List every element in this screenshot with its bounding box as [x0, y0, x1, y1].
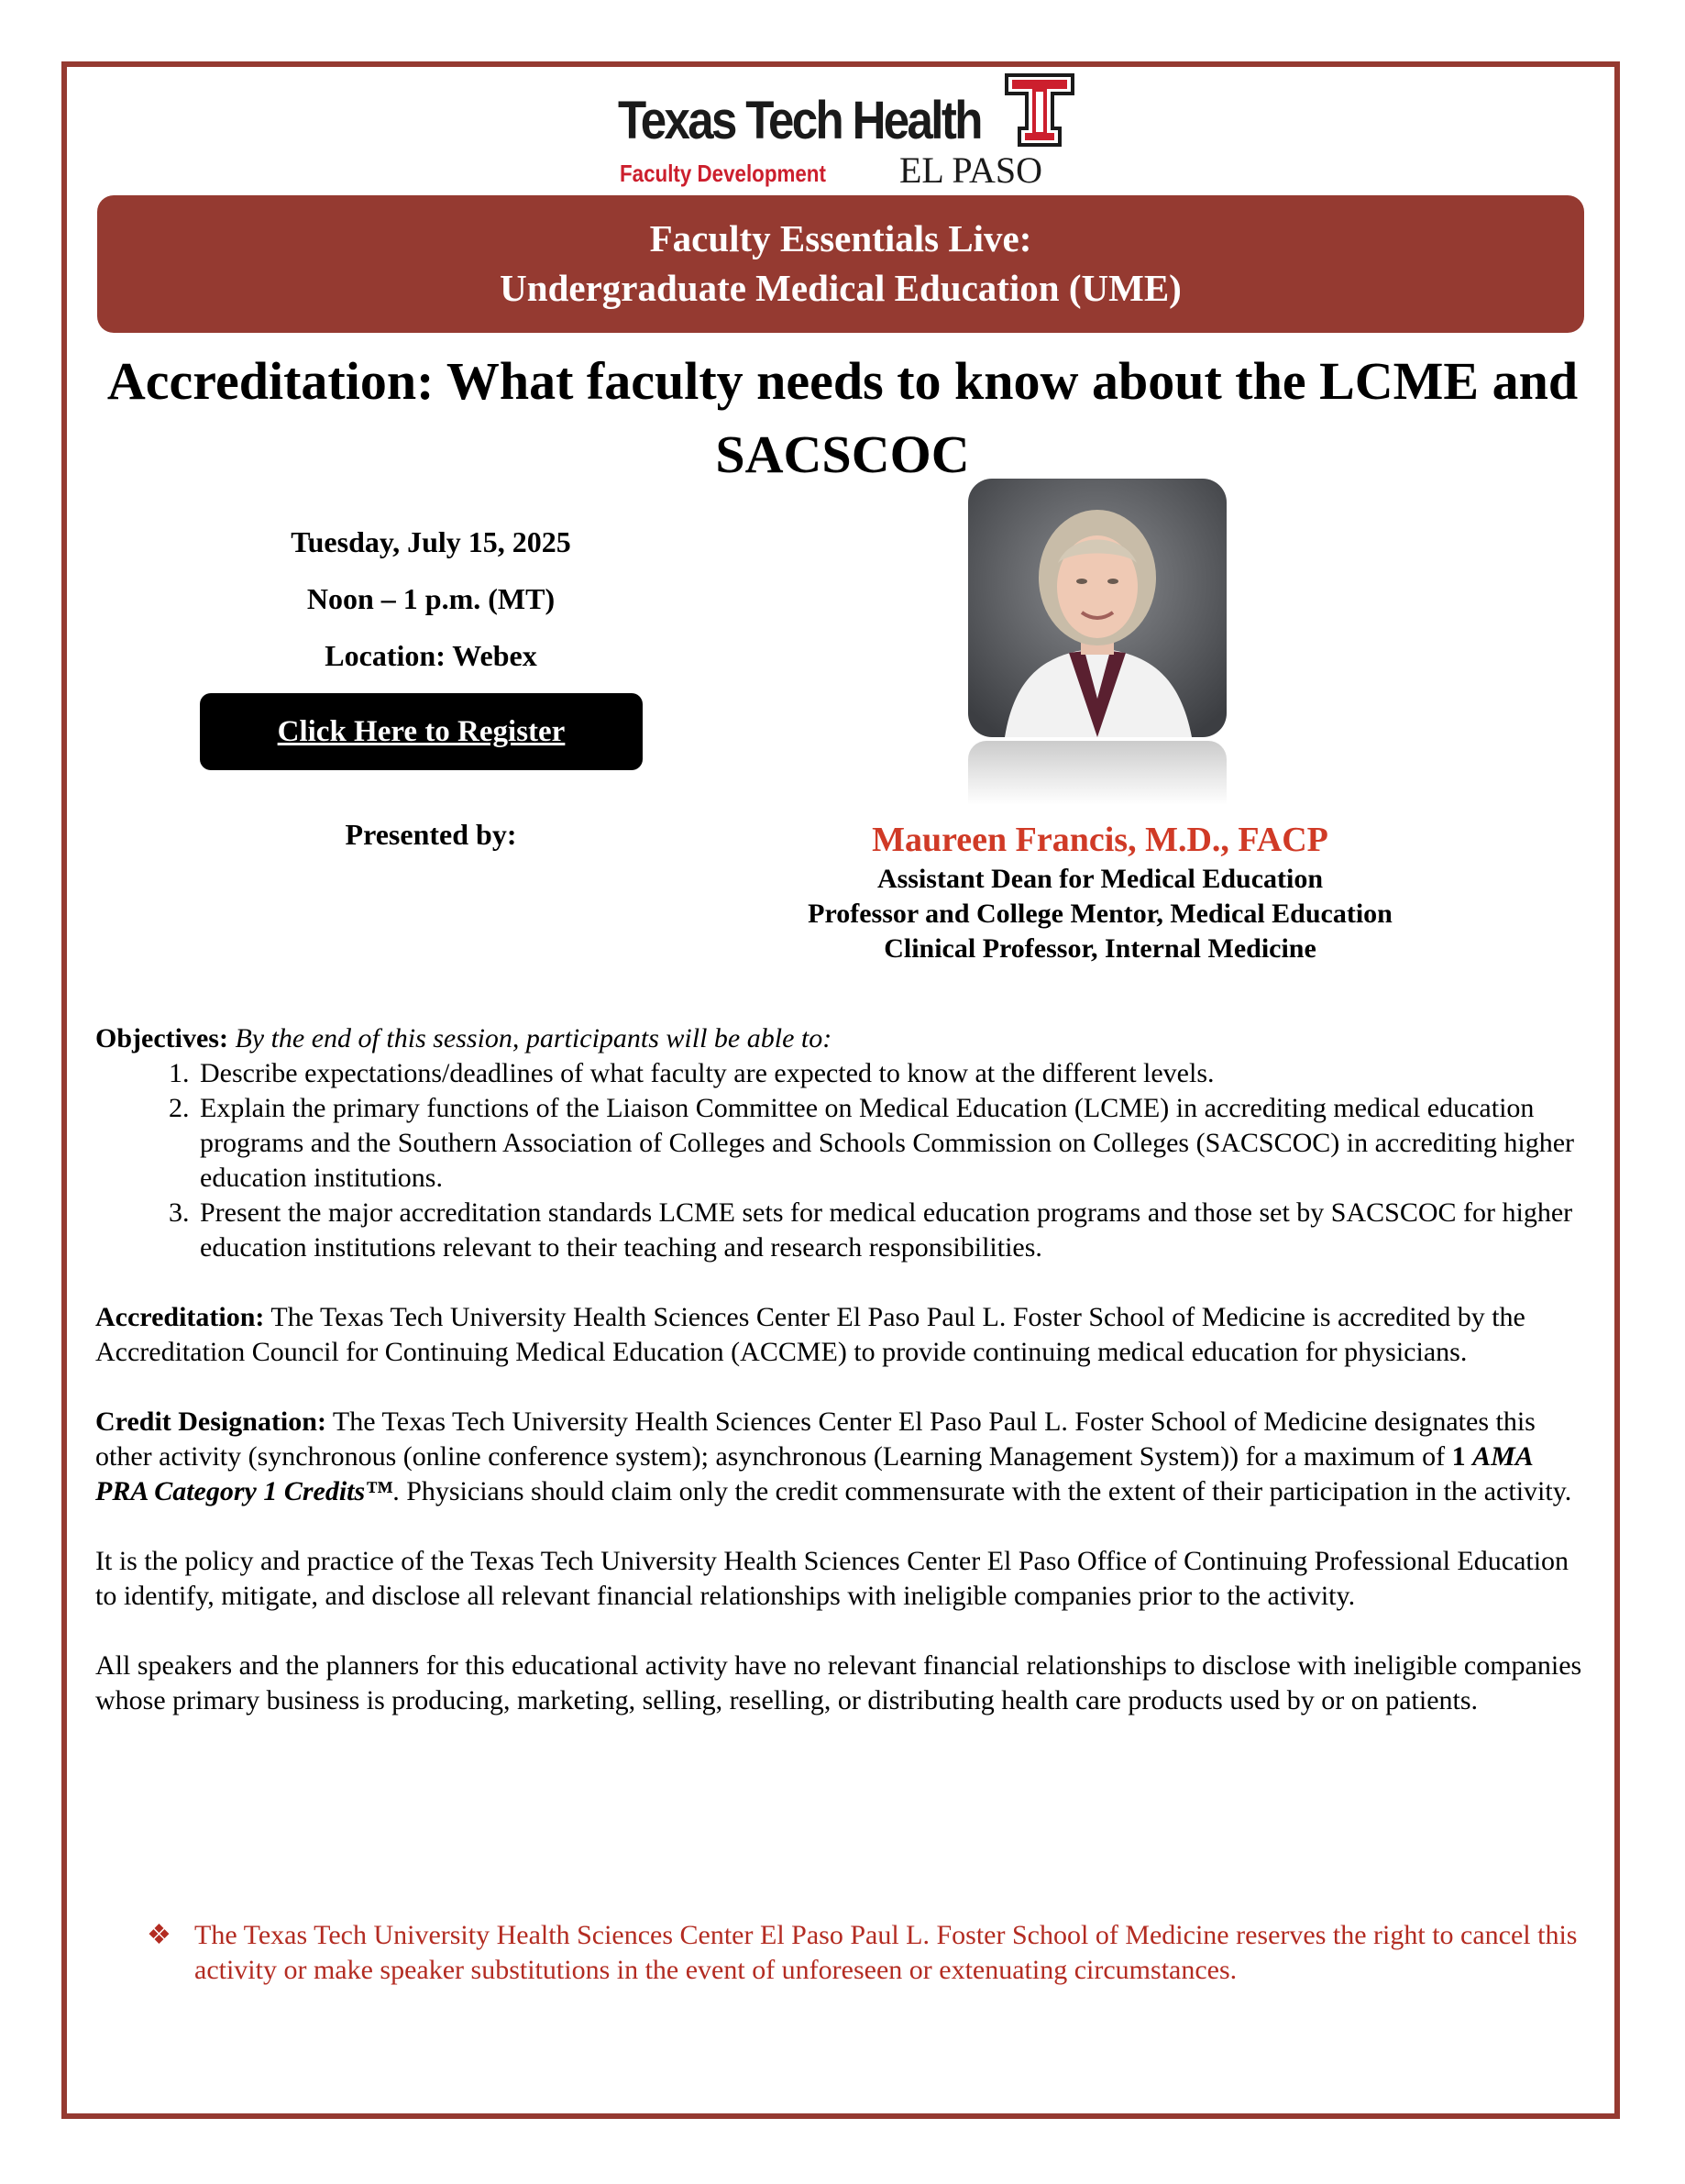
policy-paragraph: It is the policy and practice of the Texas Tech University Health Sciences Center El Paso Office of Continuing Professional Education to identify, mitigate, and disclose all relevant financial relationships with ineligible companies prior to the activity.: [95, 1546, 1569, 1611]
logo-city-text: EL PASO: [899, 149, 1042, 191]
disclosure-paragraph: All speakers and the planners for this educational activity have no relevant financial relationships to disclose with ineligible companies whose primary business is producing, marketing, selling, reselling, or distributing health care products used by or on patients.: [95, 1650, 1582, 1715]
speaker-portrait-image: [968, 479, 1227, 737]
cancellation-notice: [147, 1918, 1586, 1988]
speaker-name: Maureen Francis, M.D., FACP: [872, 821, 1328, 859]
main-content: [95, 1021, 1590, 1718]
register-button[interactable]: Click Here to Register: [200, 693, 643, 770]
speaker-role: Assistant Dean for Medical Education: [876, 864, 1324, 894]
event-date: Tuesday, July 15, 2025: [291, 525, 571, 558]
presented-by-label: Presented by:: [345, 818, 517, 851]
speaker-photo: [968, 479, 1227, 737]
objectives-list: [95, 1056, 1590, 1265]
diamond-bullet-icon: ❖: [147, 1920, 171, 1950]
accreditation-label: Accreditation:: [95, 1302, 265, 1332]
credit-paragraph: [95, 1405, 1590, 1509]
event-info: [183, 513, 678, 684]
speaker-role: Professor and College Mentor, Medical Education: [808, 899, 1393, 929]
logo-main-text: Texas Tech Health: [618, 91, 981, 150]
banner-line-1: Faculty Essentials Live:: [649, 217, 1032, 259]
objectives-heading: [95, 1021, 1590, 1056]
notice-text: The Texas Tech University Health Sciences Center El Paso Paul L. Foster School of Medicine reserves the right to cancel this activity or make speaker substitutions in the event of unforeseen or extenuating circumstances.: [194, 1920, 1578, 1985]
list-item: 2. Explain the primary functions of the Liaison Committee on Medical Education (LCME) in accrediting medical education programs and the Southern Association of Colleges and Schools Commission on Colleges (SACSCOC) in accrediting higher education institutions.: [196, 1091, 1590, 1196]
credit-text-after: . Physicians should claim only the credit commensurate with the extent of their participation in the activity.: [392, 1476, 1572, 1506]
list-item: 1. Describe expectations/deadlines of what faculty are expected to know at the different levels.: [196, 1056, 1590, 1091]
photo-reflection: [968, 741, 1227, 805]
session-title: Accreditation: What faculty needs to know about the LCME and SACSCOC: [106, 351, 1579, 484]
logo-sub-text: Faculty Development: [620, 160, 826, 187]
accreditation-text: The Texas Tech University Health Sciences Center El Paso Paul L. Foster School of Medicine is accredited by the Accreditation Council for Continuing Medical Education (ACCME) to provide continuing medical education for physicians.: [95, 1302, 1525, 1367]
event-time: Noon – 1 p.m. (MT): [306, 582, 556, 615]
banner-line-2: Undergraduate Medical Education (UME): [500, 267, 1182, 309]
double-t-logo-icon: [1003, 72, 1076, 149]
credit-name: AMA PRA Category 1 Credits™: [95, 1441, 1533, 1506]
accreditation-paragraph: [95, 1300, 1590, 1370]
objectives-label: Objectives:: [95, 1023, 228, 1053]
credit-text-before: The Texas Tech University Health Sciences Center El Paso Paul L. Foster School of Medicine designates this other activity (synchronous (online conference system); asynchronous (Learning Management System)) for a maximum of: [95, 1406, 1536, 1472]
speaker-photo-container: [968, 479, 1227, 809]
credit-label: Credit Designation:: [95, 1406, 326, 1437]
credit-number: 1: [1451, 1441, 1466, 1472]
speaker-info: [715, 818, 1485, 966]
event-location: Location: Webex: [325, 639, 537, 672]
program-banner: [97, 195, 1584, 333]
texas-tech-health-logo: [618, 72, 1076, 189]
speaker-role: Clinical Professor, Internal Medicine: [884, 933, 1316, 964]
objectives-intro: By the end of this session, participants will be able to:: [235, 1023, 832, 1053]
list-item: 3. Present the major accreditation standards LCME sets for medical education programs and those set by SACSCOC for higher education institutions relevant to their teaching and research responsibilities.: [196, 1196, 1590, 1265]
